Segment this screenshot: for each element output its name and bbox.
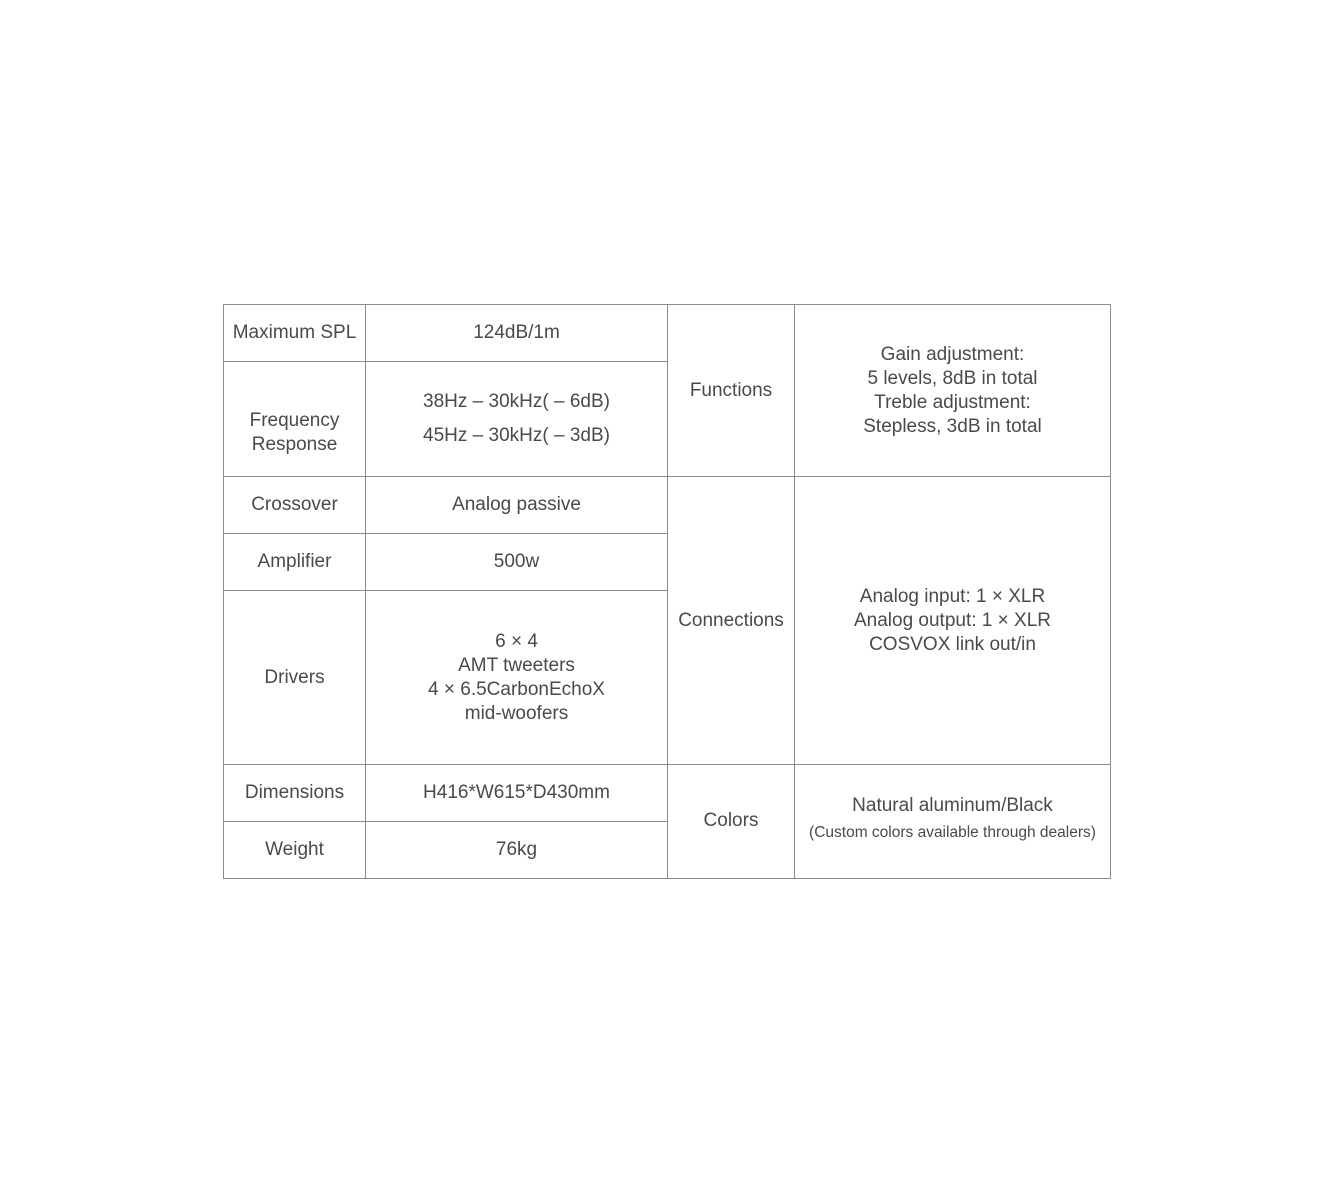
amplifier-label: Amplifier	[224, 534, 366, 591]
crossover-value: Analog passive	[366, 477, 668, 534]
table-row	[224, 305, 1111, 362]
weight-label: Weight	[224, 821, 366, 878]
max-spl-value: 124dB/1m	[366, 305, 668, 362]
colors-note: (Custom colors available through dealers)	[809, 824, 1096, 842]
colors-main: Natural aluminum/Black	[852, 795, 1053, 817]
drivers-line: 4 × 6.5CarbonEchoX	[428, 678, 605, 700]
functions-line: Stepless, 3dB in total	[863, 415, 1042, 437]
frequency-value-line: 38Hz – 30kHz( – 6dB)	[423, 391, 610, 413]
dimensions-value: H416*W615*D430mm	[366, 764, 668, 821]
connections-value	[795, 477, 1111, 764]
spec-table	[223, 304, 1111, 879]
weight-value: 76kg	[366, 821, 668, 878]
connections-line: Analog output: 1 × XLR	[853, 609, 1051, 631]
functions-line: Gain adjustment:	[880, 343, 1025, 365]
dimensions-label: Dimensions	[224, 764, 366, 821]
amplifier-value: 500w	[366, 534, 668, 591]
functions-line: 5 levels, 8dB in total	[867, 367, 1038, 389]
frequency-response-value	[366, 362, 668, 477]
table-row	[224, 764, 1111, 821]
drivers-line: AMT tweeters	[458, 654, 575, 676]
frequency-value-line: 45Hz – 30kHz( – 3dB)	[423, 425, 610, 447]
frequency-label-line: Response	[251, 434, 338, 456]
functions-line: Treble adjustment:	[874, 391, 1031, 413]
drivers-line: 6 × 4	[495, 630, 538, 652]
frequency-response-label	[224, 362, 366, 477]
colors-value	[795, 764, 1111, 878]
connections-label: Connections	[668, 477, 795, 764]
functions-label: Functions	[668, 305, 795, 477]
colors-label: Colors	[668, 764, 795, 878]
functions-value	[795, 305, 1111, 477]
connections-line: Analog input: 1 × XLR	[859, 585, 1046, 607]
frequency-label-line: Frequency	[249, 410, 340, 432]
drivers-label: Drivers	[224, 591, 366, 764]
drivers-value	[366, 591, 668, 764]
table-row	[224, 477, 1111, 534]
crossover-label: Crossover	[224, 477, 366, 534]
drivers-line: mid-woofers	[464, 702, 569, 724]
connections-line: COSVOX link out/in	[869, 633, 1036, 655]
max-spl-label: Maximum SPL	[224, 305, 366, 362]
